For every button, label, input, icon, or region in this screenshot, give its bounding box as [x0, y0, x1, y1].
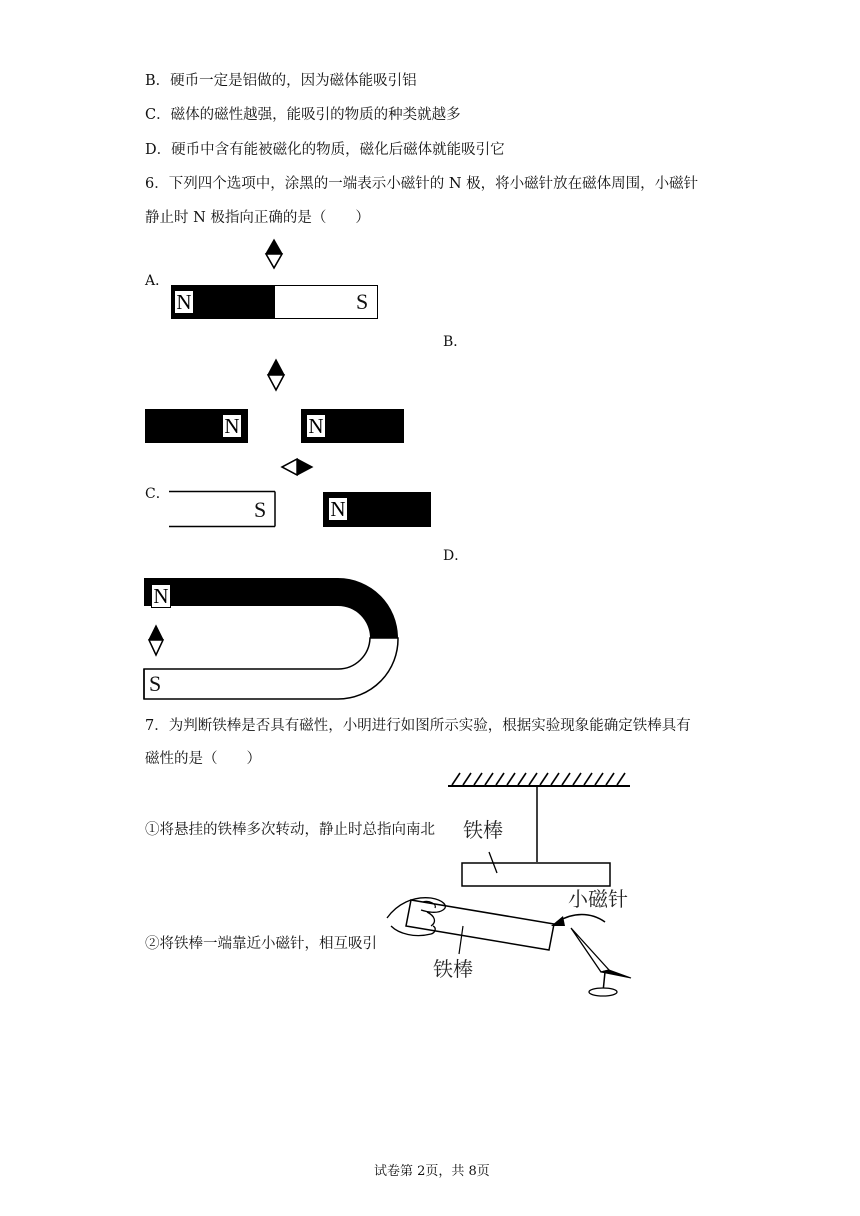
q6-label-b: B． [443, 334, 468, 350]
pole-label-s: S [149, 671, 162, 696]
iron-bar-label: 铁棒 [433, 957, 473, 981]
q6-label-a: A． [145, 273, 170, 289]
compass-needle-icon [260, 238, 288, 272]
pole-label-s: S [356, 289, 369, 314]
q6-label-d: D． [443, 548, 469, 564]
q7-stem-line2: 磁性的是（ ） [145, 751, 261, 767]
compass-needle-label: 小磁针 [568, 887, 628, 911]
compass-needle-icon [280, 456, 314, 478]
pole-label-n: N [222, 414, 242, 438]
iron-bar-label: 铁棒 [463, 818, 503, 842]
q6-stem-line2: 静止时 N 极指向正确的是（ ） [145, 210, 370, 226]
pole-label-n: N [328, 497, 348, 521]
q7-stem-line1: 7．为判断铁棒是否具有磁性，小明进行如图所示实验，根据实验现象能确定铁棒具有 [145, 718, 691, 734]
q6-stem-line1: 6．下列四个选项中，涂黑的一端表示小磁针的 N 极，将小磁针放在磁体周围，小磁针 [145, 176, 699, 192]
compass-needle-icon [145, 624, 167, 658]
pole-label-n: N [174, 290, 194, 314]
bar-magnet-a [171, 285, 378, 319]
q5-option-c: C．磁体的磁性越强，能吸引的物质的种类就越多 [145, 107, 461, 123]
pole-label-n: N [151, 584, 171, 608]
compass-needle-icon [262, 358, 290, 392]
q7-option-2: ②将铁棒一端靠近小磁针，相互吸引 [145, 936, 377, 952]
page-footer: 试卷第 2页，共 8页 [374, 1164, 490, 1179]
q7-option-1: ①将悬挂的铁棒多次转动，静止时总指向南北 [145, 822, 435, 838]
q5-option-b: B．硬币一定是铝做的，因为磁体能吸引铝 [145, 73, 417, 89]
u-magnet [143, 576, 403, 702]
q6-label-c: C． [145, 486, 170, 502]
pole-label-n: N [306, 414, 326, 438]
pole-label-s: S [254, 497, 267, 522]
q5-option-d: D．硬币中含有能被磁化的物质，磁化后磁体就能吸引它 [145, 142, 505, 158]
